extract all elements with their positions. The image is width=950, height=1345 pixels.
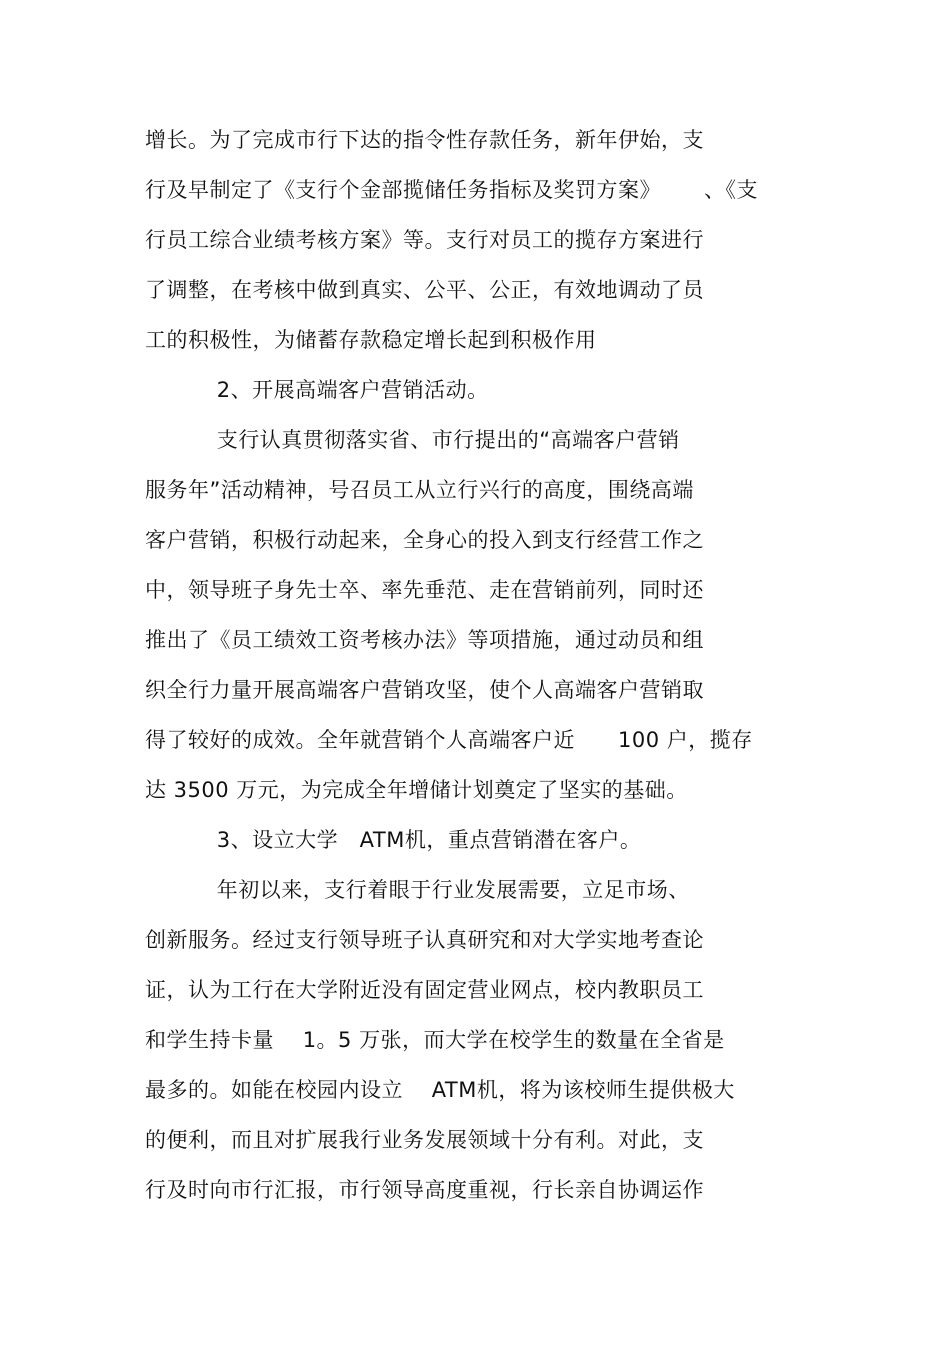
text-line: 和学生持卡量 1。5 万张，而大学在校学生的数量在全省是	[145, 1028, 725, 1052]
text-line: 行及时向市行汇报，市行领导高度重视，行长亲自协调运作	[145, 1178, 704, 1202]
text-line: 证，认为工行在大学附近没有固定营业网点，校内教职员工	[145, 978, 704, 1002]
text-line: 工的积极性，为储蓄存款稳定增长起到积极作用	[145, 328, 597, 352]
text-line: 增长。为了完成市行下达的指令性存款任务，新年伊始，支	[145, 128, 704, 152]
section-heading: 3、设立大学 ATM机，重点营销潜在客户。	[145, 828, 642, 852]
text-line: 年初以来，支行着眼于行业发展需要，立足市场、	[145, 878, 690, 902]
text-line: 推出了《员工绩效工资考核办法》等项措施，通过动员和组	[145, 628, 704, 652]
text-line: 的便利，而且对扩展我行业务发展领域十分有利。对此，支	[145, 1128, 704, 1152]
text-line: 行员工综合业绩考核方案》等。支行对员工的揽存方案进行	[145, 228, 704, 252]
text-line: 了调整，在考核中做到真实、公平、公正，有效地调动了员	[145, 278, 704, 302]
text-line: 织全行力量开展高端客户营销攻坚，使个人高端客户营销取	[145, 678, 704, 702]
text-line: 创新服务。经过支行领导班子认真研究和对大学实地考查论	[145, 928, 704, 952]
section-heading: 2、开展高端客户营销活动。	[145, 378, 489, 402]
text-line: 行及早制定了《支行个金部揽储任务指标及奖罚方案》 、《支	[145, 178, 759, 202]
text-line: 达 3500 万元，为完成全年增储计划奠定了坚实的基础。	[145, 778, 688, 802]
text-line: 中，领导班子身先士卒、率先垂范、走在营销前列，同时还	[145, 578, 704, 602]
text-line: 得了较好的成效。全年就营销个人高端客户近 100 户，揽存	[145, 728, 753, 752]
text-line: 最多的。如能在校园内设立 ATM机，将为该校师生提供极大	[145, 1078, 735, 1102]
text-line: 支行认真贯彻落实省、市行提出的“高端客户营销	[145, 428, 680, 452]
text-line: 客户营销，积极行动起来，全身心的投入到支行经营工作之	[145, 528, 704, 552]
text-line: 服务年”活动精神，号召员工从立行兴行的高度，围绕高端	[145, 478, 694, 502]
